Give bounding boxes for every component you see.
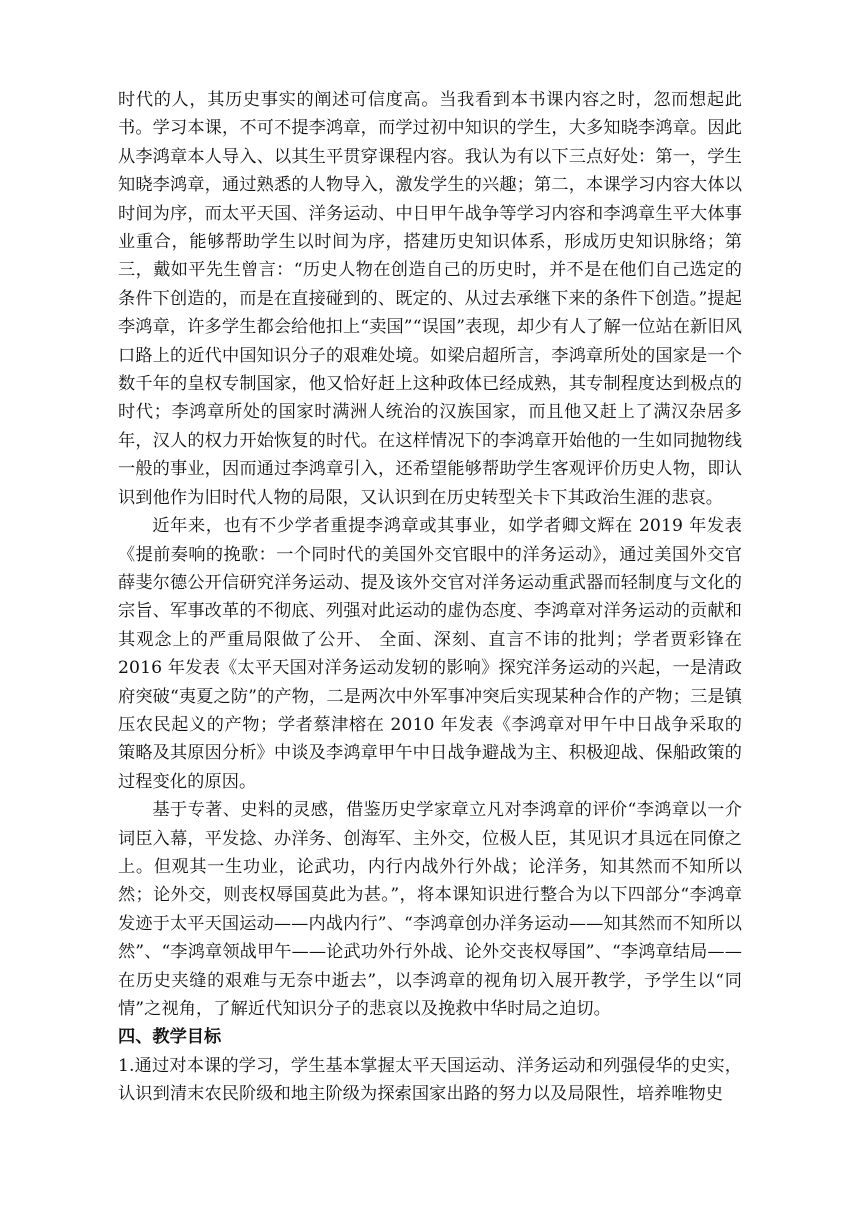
paragraph-background: 时代的人，其历史事实的阐述可信度高。当我看到本书课内容之时，忽而想起此书。学习本课，不可不提李鸿章，而学过初中知识的学生，大多知晓李鸿章。因此从李鸿章本人导入、以其生平贯穿课程内容。我认为有以下三点好处：第一，学生知晓李鸿章，通过熟悉的人物导入，激发学生的兴趣；第二，本课学习内容大体以时间为序，而太平天国、洋务运动、中日甲午战争等学习内容和李鸿章生平大体事业重合，能够帮助学生以时间为序，搭建历史知识体系，形成历史知识脉络；第三，戴如平先生曾言：“历史人物在创造自己的历史时，并不是在他们自己选定的条件下创造的，而是在直接碰到的、既定的、从过去承继下来的条件下创造。”提起李鸿章，许多学生都会给他扣上“卖国”“误国”表现，却少有人了解一位站在新旧风口路上的近代中国知识分子的艰难处境。如梁启超所言，李鸿章所处的国家是一个数千年的皇权专制国家，他又恰好赶上这种政体已经成熟，其专制程度达到极点的时代；李鸿章所处的国家时满洲人统治的汉族国家，而且他又赶上了满汉杂居多年，汉人的权力开始恢复的时代。在这样情况下的李鸿章开始他的一生如同抛物线一般的事业，因而通过李鸿章引入，还希望能够帮助学生客观评价历史人物，即认识到他作为旧时代人物的局限，又认识到在历史转型关卡下其政治生涯的悲哀。 — [118, 90, 742, 508]
document-page — [118, 86, 742, 1109]
objective-item-1: 1.通过对本课的学习，学生基本掌握太平天国运动、洋务运动和列强侵华的史实，认识到清末农民阶级和地主阶级为探索国家出路的努力以及局限性，培养唯物史 — [118, 1055, 742, 1105]
paragraph-scholarship-review: 近年来，也有不少学者重提李鸿章或其事业，如学者卿文辉在 2019 年发表《提前奏响的挽歌：一个同时代的美国外交官眼中的洋务运动》，通过美国外交官薛斐尔德公开信研究洋务运动、提及该外交官对洋务运动重武器而轻制度与文化的宗旨、军事改革的不彻底、列强对此运动的虚伪态度、李鸿章对洋务运动的贡献和其观念上的严重局限做了公开、 全面、深刻、直言不讳的批判；学者贾彩锋在 2016 年发表《太平天国对洋务运动发轫的影响》探究洋务运动的兴起，一是清政府突破“夷夏之防”的产物，二是两次中外军事冲突后实现某种合作的产物；三是镇压农民起义的产物；学者蔡津榕在 2010 年发表《李鸿章对甲午中日战争采取的策略及其原因分析》中谈及李鸿章甲午中日战争避战为主、积极迎战、保船政策的过程变化的原因。 — [118, 516, 742, 792]
section-heading-teaching-objectives: 四、教学目标 — [118, 1027, 222, 1048]
paragraph-course-structure: 基于专著、史料的灵感，借鉴历史学家章立凡对李鸿章的评价“李鸿章以一介词臣入幕，平发捻、办洋务、创海军、主外交，位极人臣，其见识才具远在同僚之上。但观其一生功业，论武功，内行内战外行外战；论洋务，知其然而不知所以然；论外交，则丧权辱国莫此为甚。”，将本课知识进行整合为以下四部分“李鸿章发迹于太平天国运动——内战内行”、“李鸿章创办洋务运动——知其然而不知所以然”、“李鸿章领战甲午——论武功外行外战、论外交丧权辱国”、“李鸿章结局——在历史夹缝的艰难与无奈中逝去”，以李鸿章的视角切入展开教学，予学生以“同情”之视角，了解近代知识分子的悲哀以及挽救中华时局之迫切。 — [118, 800, 742, 1019]
